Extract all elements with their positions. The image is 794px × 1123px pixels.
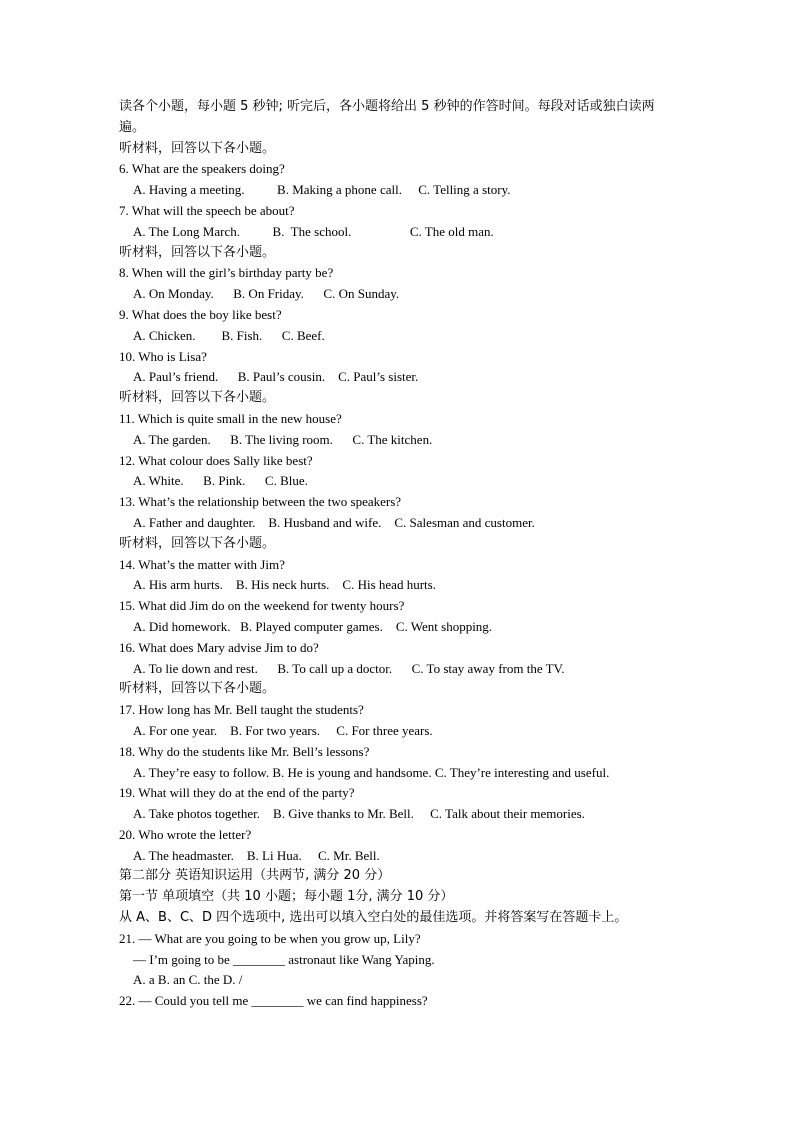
question-21: 21. — What are you going to be when you grow up, Lily? [119, 930, 421, 946]
question-text: 8. When will the girl’s birthday party be? [119, 265, 334, 281]
section-heading: 听材料，回答以下各小题。 [119, 390, 276, 406]
answer-options: A. To lie down and rest. B. To call up a doctor. C. To stay away from the TV. [133, 660, 565, 676]
answer-options: A. Chicken. B. Fish. C. Beef. [133, 327, 325, 343]
answer-options: A. Father and daughter. B. Husband and wife. C. Salesman and customer. [133, 514, 535, 530]
section-heading: 听材料，回答以下各小题。 [119, 681, 276, 697]
answer-options: A. The headmaster. B. Li Hua. C. Mr. Bell. [133, 847, 380, 863]
question-text: 14. What’s the matter with Jim? [119, 556, 285, 572]
answer-options: A. On Monday. B. On Friday. C. On Sunday. [133, 286, 400, 302]
question-text: 7. What will the speech be about? [119, 202, 295, 218]
answer-options: A. The Long March. B. The school. C. The old man. [133, 223, 494, 239]
part-two-title: 第二部分 英语知识运用（共两节, 满分 20 分） [119, 868, 391, 884]
section-heading: 听材料，回答以下各小题。 [119, 244, 276, 260]
question-text: 16. What does Mary advise Jim to do? [119, 639, 319, 655]
answer-options: A. Did homework. B. Played computer games. C. Went shopping. [133, 618, 493, 634]
section-one-title: 第一节 单项填空（共 10 小题；每小题 1分, 满分 10 分） [119, 889, 454, 905]
question-text: 11. Which is quite small in the new house? [119, 410, 342, 426]
question-22: 22. — Could you tell me ________ we can find happiness? [119, 993, 428, 1009]
question-21-reply: — I’m going to be ________ astronaut like Wang Yaping. [133, 951, 435, 967]
question-text: 20. Who wrote the letter? [119, 826, 252, 842]
listening-instructions: 读各个小题，每小题 5 秒钟; 听完后，各小题将给出 5 秒钟的作答时间。每段对话或独白读两遍。 [119, 99, 655, 135]
answer-options: A. For one year. B. For two years. C. For three years. [133, 722, 433, 738]
section-heading: 听材料，回答以下各小题。 [119, 140, 276, 156]
question-text: 12. What colour does Sally like best? [119, 452, 313, 468]
answer-options: A. Paul’s friend. B. Paul’s cousin. C. Paul’s sister. [133, 369, 419, 385]
question-text: 9. What does the boy like best? [119, 306, 282, 322]
section-one-instruction: 从 A、B、C、D 四个选项中, 选出可以填入空白处的最佳选项。并将答案写在答题卡上。 [119, 910, 628, 926]
question-text: 10. Who is Lisa? [119, 348, 207, 364]
section-heading: 听材料，回答以下各小题。 [119, 535, 276, 551]
question-21-options: A. a B. an C. the D. / [133, 972, 243, 988]
answer-options: A. Take photos together. B. Give thanks to Mr. Bell. C. Talk about their memories. [133, 806, 585, 822]
answer-options: A. They’re easy to follow. B. He is young and handsome. C. They’re interesting and useful. [133, 764, 610, 780]
question-text: 18. Why do the students like Mr. Bell’s lessons? [119, 743, 370, 759]
question-text: 13. What’s the relationship between the two speakers? [119, 494, 402, 510]
answer-options: A. The garden. B. The living room. C. The kitchen. [133, 431, 433, 447]
answer-options: A. His arm hurts. B. His neck hurts. C. His head hurts. [133, 577, 436, 593]
listening-sections [119, 139, 679, 867]
question-text: 6. What are the speakers doing? [119, 161, 285, 177]
question-text: 15. What did Jim do on the weekend for twenty hours? [119, 598, 405, 614]
question-text: 19. What will they do at the end of the party? [119, 785, 355, 801]
answer-options: A. White. B. Pink. C. Blue. [133, 473, 308, 489]
answer-options: A. Having a meeting. B. Making a phone call. C. Telling a story. [133, 182, 511, 198]
question-text: 17. How long has Mr. Bell taught the students? [119, 702, 364, 718]
document-page [119, 97, 679, 1012]
